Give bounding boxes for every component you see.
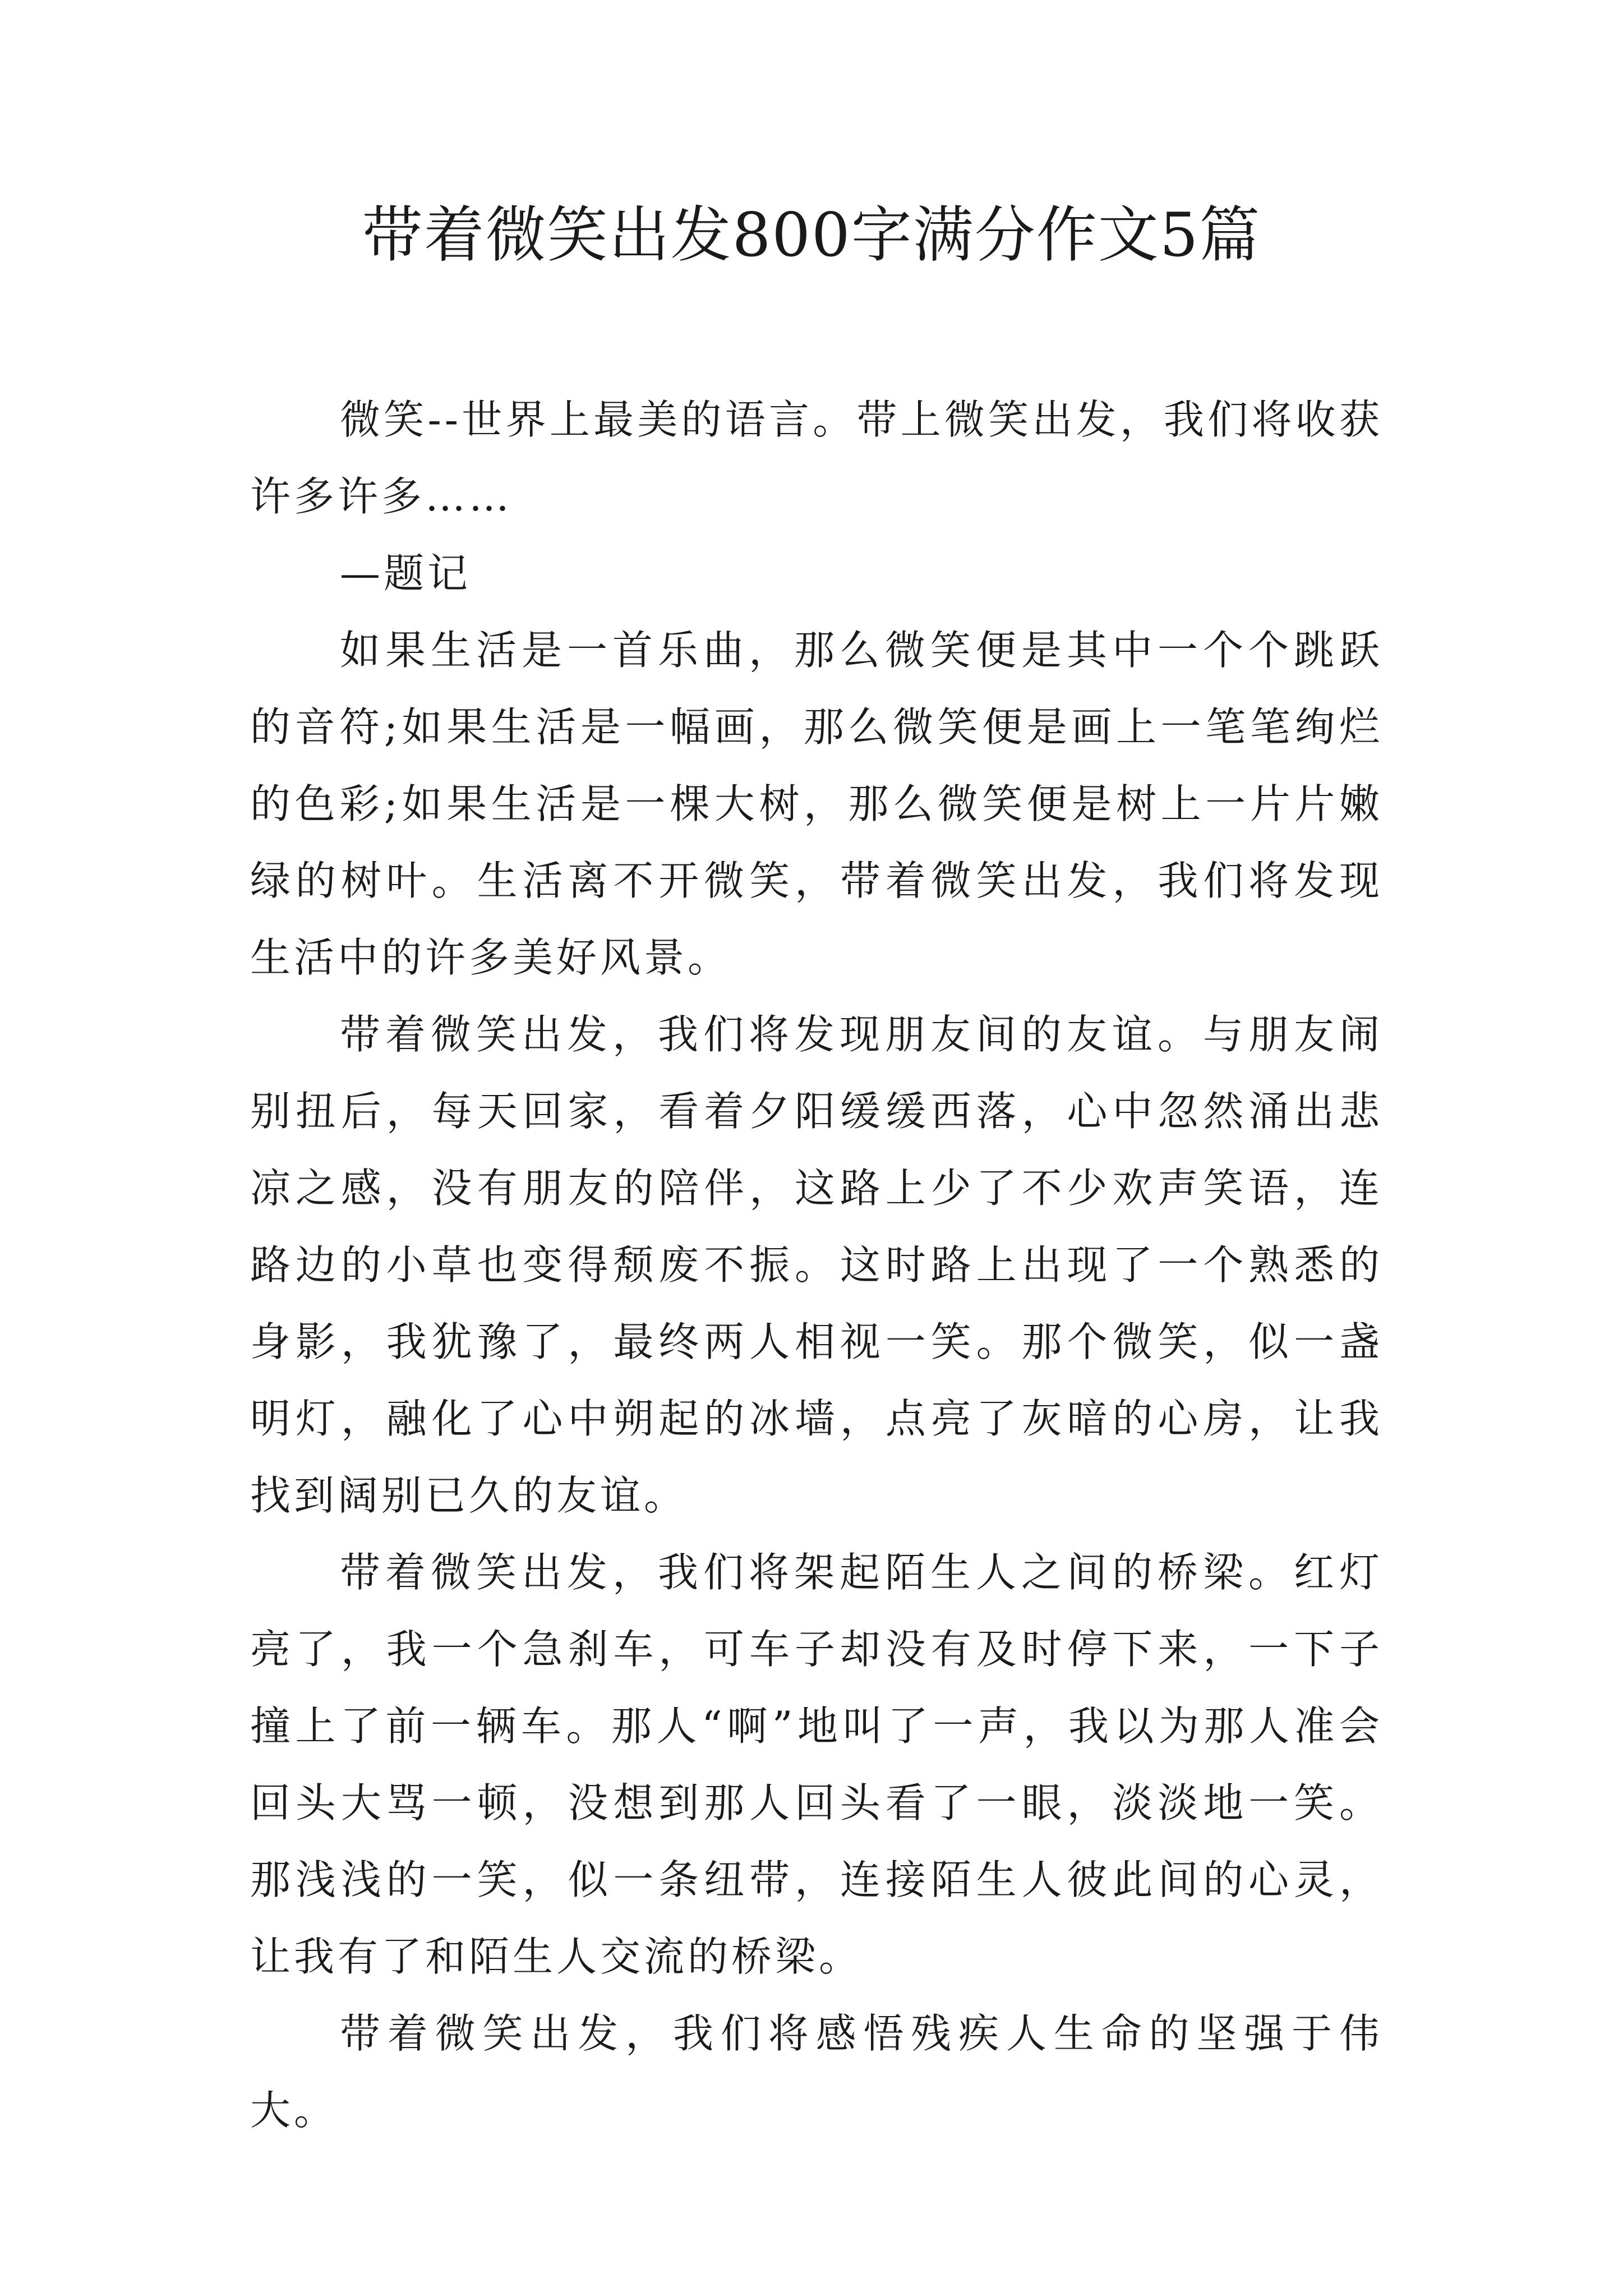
- epigraph-attribution: —题记: [340, 550, 472, 597]
- body-paragraph: 带着微笑出发，我们将感悟残疾人生命的坚强于伟大。: [250, 2010, 1383, 2134]
- document-title: 带着微笑出发800字满分作文5篇: [362, 200, 1261, 270]
- body-paragraph: 带着微笑出发，我们将发现朋友间的友谊。与朋友闹别扭后，每天回家，看着夕阳缓缓西落，心中忽然涌出悲凉之感，没有朋友的陪伴，这路上少了不少欢声笑语，连路边的小草也变得颓废不振。这时路上出现了一个熟悉的身影，我犹豫了，最终两人相视一笑。那个微笑，似一盏明灯，融化了心中朔起的冰墙，点亮了灰暗的心房，让我找到阔别已久的友谊。: [250, 1011, 1383, 1519]
- epigraph-paragraph: 微笑--世界上最美的语言。带上微笑出发，我们将收获许多许多……: [250, 396, 1383, 520]
- document-body: [250, 381, 1383, 2149]
- body-paragraph: 带着微笑出发，我们将架起陌生人之间的桥梁。红灯亮了，我一个急刹车，可车子却没有及时停下来，一下子撞上了前一辆车。那人“啊”地叫了一声，我以为那人准会回头大骂一顿，没想到那人回头看了一眼，淡淡地一笑。那浅浅的一笑，似一条纽带，连接陌生人彼此间的心灵，让我有了和陌生人交流的桥梁。: [250, 1549, 1383, 1980]
- body-paragraph: 如果生活是一首乐曲，那么微笑便是其中一个个跳跃的音符;如果生活是一幅画，那么微笑便是画上一笔笔绚烂的色彩;如果生活是一棵大树，那么微笑便是树上一片片嫩绿的树叶。生活离不开微笑，带着微笑出发，我们将发现生活中的许多美好风景。: [250, 627, 1383, 981]
